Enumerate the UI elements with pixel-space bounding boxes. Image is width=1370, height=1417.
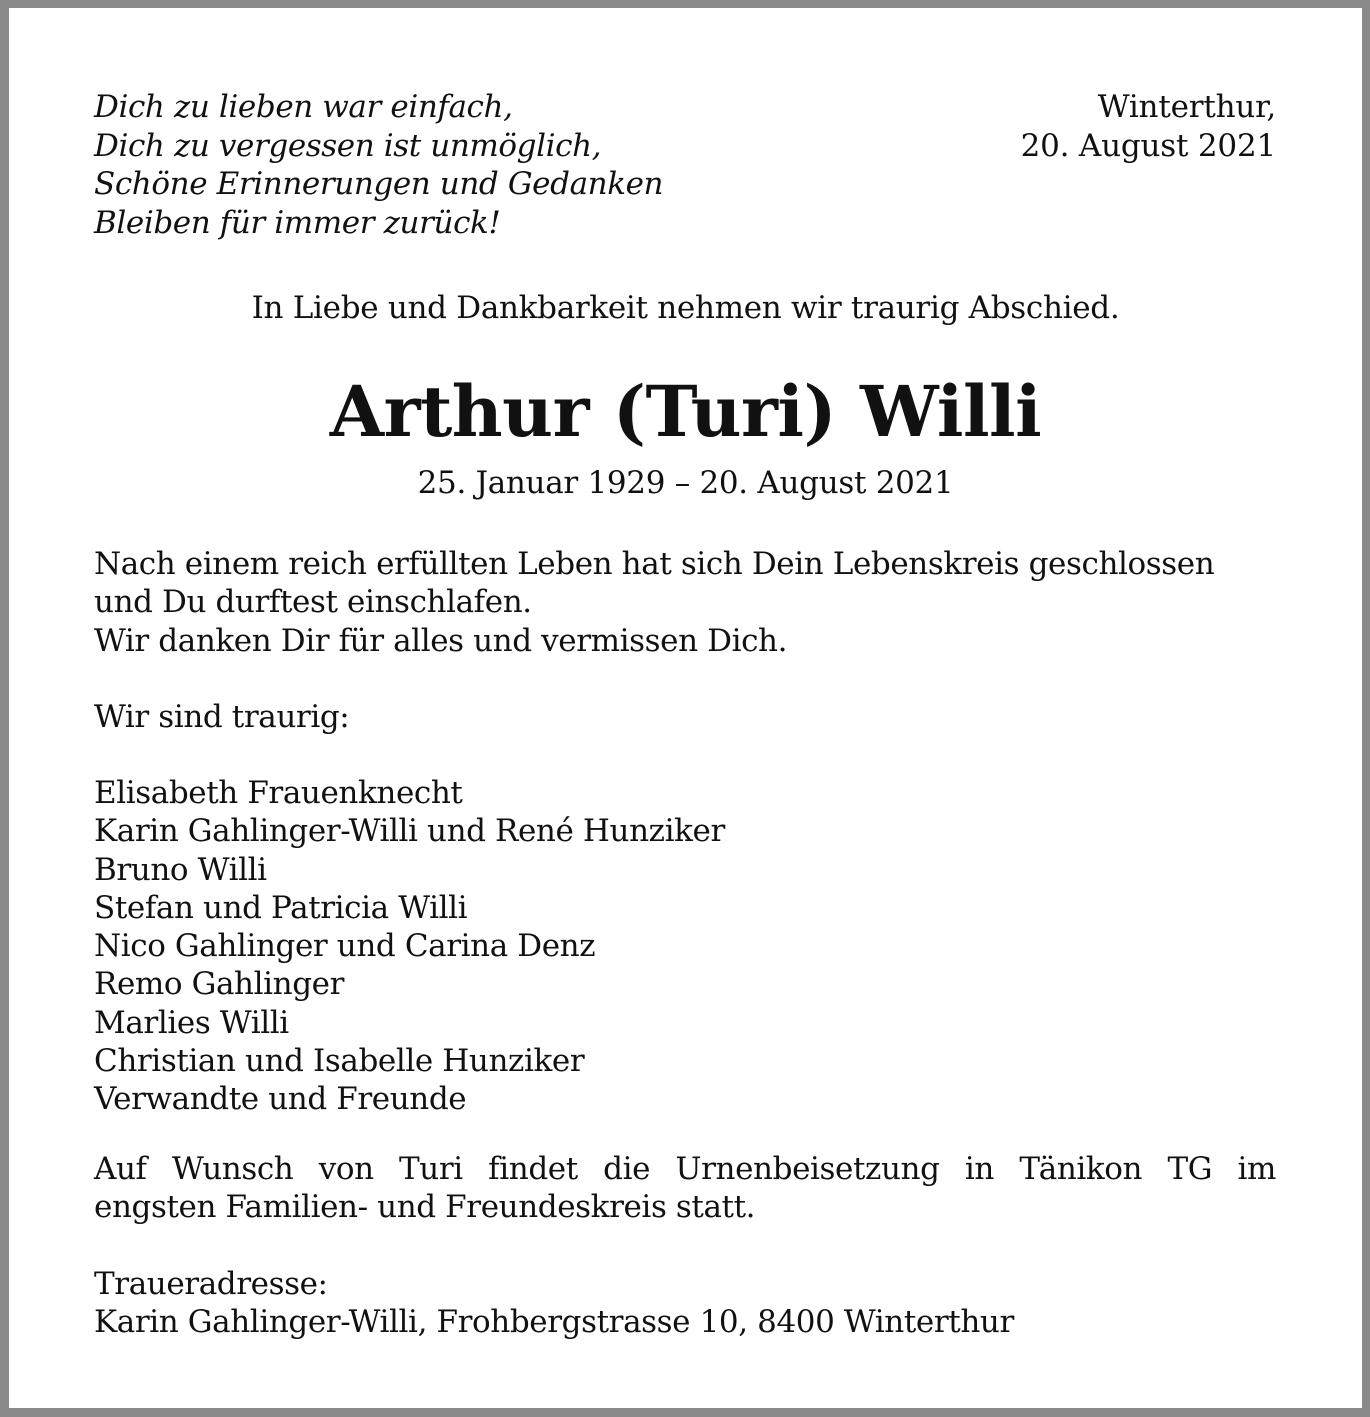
paragraph-line: Nach einem reich erfüllten Leben hat sich Dein Lebenskreis geschlossen bbox=[94, 546, 1215, 582]
address-value: Karin Gahlinger-Willi, Frohbergstrasse 10, 8400 Winterthur bbox=[94, 1304, 1014, 1341]
mourners-list bbox=[94, 774, 1276, 1119]
mourner-name: Stefan und Patricia Willi bbox=[94, 889, 468, 926]
paragraph-line: und Du durftest einschlafen. bbox=[94, 584, 532, 621]
poem-line: Dich zu vergessen ist unmöglich, bbox=[94, 127, 602, 164]
notice-date: 20. August 2021 bbox=[1020, 127, 1276, 164]
poem bbox=[94, 88, 663, 242]
mourner-name: Remo Gahlinger bbox=[94, 966, 345, 1003]
mourners-heading: Wir sind traurig: bbox=[94, 699, 350, 735]
intro-line: In Liebe und Dankbarkeit nehmen wir traurig Abschied. bbox=[251, 290, 1120, 326]
address-label: Traueradresse: bbox=[94, 1266, 328, 1302]
mourner-name: Bruno Willi bbox=[94, 851, 267, 888]
paragraph-line: Wir danken Dir für alles und vermissen Dich. bbox=[94, 622, 788, 659]
life-dates: 25. Januar 1929 – 20. August 2021 bbox=[417, 465, 954, 501]
place: Winterthur, bbox=[1097, 89, 1276, 125]
burial-line: engsten Familien- und Freundeskreis statt. bbox=[94, 1189, 756, 1226]
mourning-address bbox=[94, 1265, 1276, 1342]
farewell-paragraph bbox=[94, 545, 1276, 660]
mourner-name: Karin Gahlinger-Willi und René Hunziker bbox=[94, 813, 725, 850]
poem-line: Dich zu lieben war einfach, bbox=[94, 89, 513, 125]
obituary-notice bbox=[9, 8, 1362, 1408]
poem-line: Bleiben für immer zurück! bbox=[94, 204, 501, 241]
mourner-name: Nico Gahlinger und Carina Denz bbox=[94, 928, 596, 965]
burial-line: Auf Wunsch von Turi findet die Urnenbeisetzung in Tänikon TG im bbox=[94, 1151, 1276, 1187]
place-date bbox=[1021, 88, 1276, 165]
burial-paragraph bbox=[94, 1150, 1276, 1227]
poem-line: Schöne Erinnerungen und Gedanken bbox=[94, 166, 664, 202]
deceased-name: Arthur (Turi) Willi bbox=[329, 370, 1042, 453]
mourner-name: Marlies Willi bbox=[94, 1004, 289, 1041]
mourner-name: Elisabeth Frauenknecht bbox=[94, 775, 463, 811]
mourner-name: Verwandte und Freunde bbox=[94, 1081, 467, 1118]
mourner-name: Christian und Isabelle Hunziker bbox=[94, 1043, 585, 1080]
